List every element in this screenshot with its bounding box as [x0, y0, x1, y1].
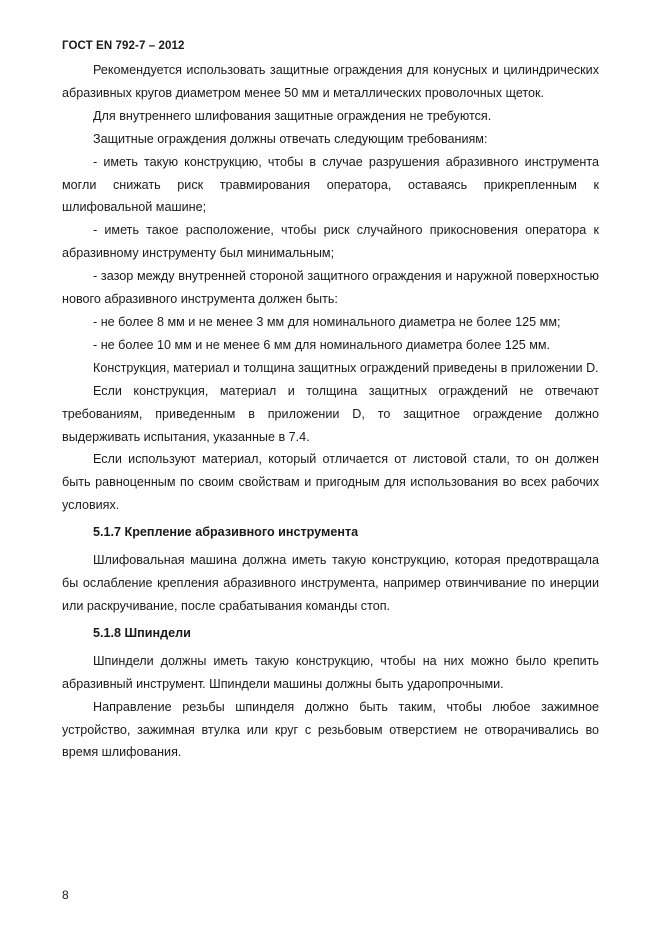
page-number: 8: [62, 888, 69, 902]
section-heading-5-1-7: 5.1.7 Крепление абразивного инструмента: [93, 525, 359, 540]
paragraph: Защитные ограждения должны отвечать следующим требованиям:: [93, 131, 488, 146]
paragraph: Если конструкция, материал и толщина защитных ограждений не отвечают требованиям, приведенным в приложении D, то защитное ограждение должно выдерживать испытания, указанные в 7.4.: [62, 383, 599, 444]
document-header: ГОСТ EN 792-7 – 2012: [62, 40, 185, 52]
paragraph: Конструкция, материал и толщина защитных ограждений приведены в приложении D.: [93, 360, 599, 375]
list-item: - зазор между внутренней стороной защитного ограждения и наружной поверхностью нового абразивного инструмента должен быть:: [62, 269, 599, 307]
section-heading-5-1-8: 5.1.8 Шпиндели: [93, 625, 191, 640]
list-item: - иметь такую конструкцию, чтобы в случае разрушения абразивного инструмента могли снижать риск травмирования оператора, оставаясь прикрепленным к шлифовальной машине;: [62, 154, 599, 215]
paragraph: Для внутреннего шлифования защитные ограждения не требуются.: [93, 108, 492, 123]
paragraph: Если используют материал, который отличается от листовой стали, то он должен быть равноценным по своим свойствам и пригодным для использования во всех рабочих условиях.: [62, 452, 599, 513]
document-body: [62, 59, 599, 764]
list-item: - не более 8 мм и не менее 3 мм для номинального диаметра не более 125 мм;: [93, 314, 561, 329]
list-item: - не более 10 мм и не менее 6 мм для номинального диаметра более 125 мм.: [93, 337, 551, 352]
list-item: - иметь такое расположение, чтобы риск случайного прикосновения оператора к абразивному инструменту был минимальным;: [62, 223, 599, 261]
paragraph: Шлифовальная машина должна иметь такую конструкцию, которая предотвращала бы ослабление крепления абразивного инструмента, например отвинчивание по инерции или раскручивание, после срабатывания команды стоп.: [62, 553, 599, 613]
paragraph: Шпиндели должны иметь такую конструкцию, чтобы на них можно было крепить абразивный инструмент. Шпиндели машины должны быть ударопрочными.: [62, 653, 599, 691]
paragraph: Рекомендуется использовать защитные ограждения для конусных и цилиндрических абразивных кругов диаметром менее 50 мм и металлических проволочных щеток.: [62, 63, 599, 100]
paragraph: Направление резьбы шпинделя должно быть таким, чтобы любое зажимное устройство, зажимная втулка или круг с резьбовым отверстием не отворачивались во время шлифования.: [62, 699, 599, 760]
